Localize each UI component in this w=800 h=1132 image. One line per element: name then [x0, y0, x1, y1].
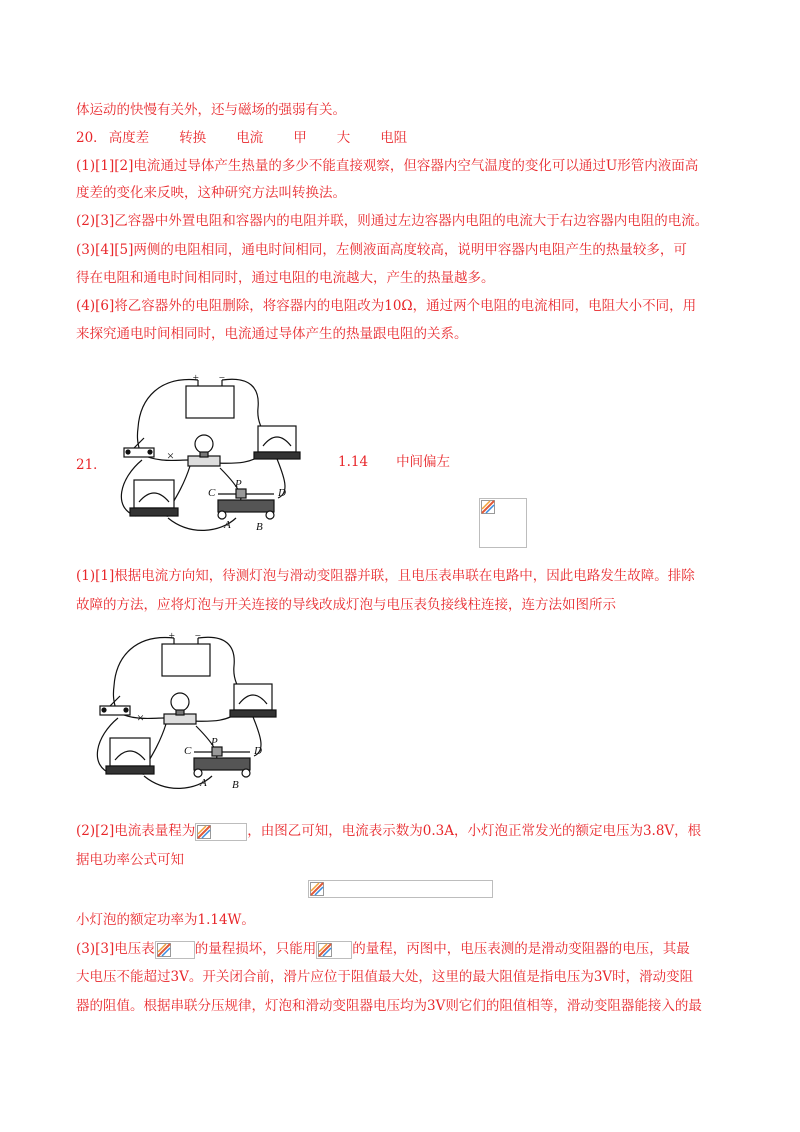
label-c: C — [184, 745, 192, 757]
broken-image-icon — [318, 943, 332, 957]
answer: 电阻 — [380, 130, 408, 146]
label-d: D — [254, 745, 262, 757]
minus-sign: − — [218, 372, 226, 384]
answer: 高度差 — [108, 130, 150, 146]
text-line: 体运动的快慢有关外，还与磁场的强弱有关。 — [76, 102, 346, 118]
question-number: 21． — [76, 457, 107, 473]
text-line: 来探究通电时间相同时，电流通过导体产生的热量跟电阻的关系。 — [76, 326, 468, 342]
broken-image-icon — [197, 825, 211, 839]
broken-image-icon — [310, 882, 324, 896]
text-segment: 的量程，丙图中，电压表测的是滑动变阻器的电压，其最 — [352, 941, 690, 957]
text-segment: (2)[2]电流表量程为 — [76, 823, 196, 839]
answer: 1.14 — [338, 454, 369, 470]
label-b: B — [256, 521, 263, 533]
label-c: C — [208, 487, 216, 499]
text-line: 故障的方法，应将灯泡与开关连接的导线改成灯泡与电压表负接线柱连接，连方法如图所示 — [76, 597, 616, 613]
q20-answer-line — [76, 129, 407, 147]
label-b: B — [232, 779, 239, 791]
answer: 转换 — [179, 130, 207, 146]
image-placeholder — [316, 941, 352, 959]
minus-sign: − — [194, 630, 202, 642]
label-a: A — [200, 777, 207, 789]
label-p: P — [235, 478, 242, 490]
text-line: (1)[1][2]电流通过导体产生热量的多少不能直接观察，但容器内空气温度的变化可以通过U形管内液面高 — [76, 158, 699, 174]
text-line: (1)[1]根据电流方向知，待测灯泡与滑动变阻器并联，且电压表串联在电路中，因此电路发生故障。排除 — [76, 568, 695, 584]
label-p: P — [211, 736, 218, 748]
question-number: 20． — [76, 130, 107, 146]
image-placeholder — [155, 941, 195, 959]
text-line: 器的阻值。根据串联分压规律，灯泡和滑动变阻器电压均为3V则它们的阻值相等，滑动变阻器能接入的最 — [76, 998, 702, 1014]
answer: 甲 — [293, 130, 307, 146]
text-line — [76, 940, 690, 959]
text-segment: ，由图乙可知，电流表示数为0.3A，小灯泡正常发光的额定电压为3.8V，根 — [247, 823, 702, 839]
text-line: 小灯泡的额定功率为1.14W。 — [76, 912, 255, 928]
image-placeholder — [479, 498, 527, 548]
plus-sign: + — [168, 630, 176, 642]
text-line: (4)[6]将乙容器外的电阻删除，将容器内的电阻改为10Ω，通过两个电阻的电流相同，电阻大小不同，用 — [76, 298, 697, 314]
label-d: D — [278, 487, 286, 499]
image-placeholder — [308, 880, 493, 898]
text-line: 得在电阻和通电时间相同时，通过电阻的电流越大，产生的热量越多。 — [76, 270, 495, 286]
circuit-diagram — [100, 368, 305, 538]
text-segment: (3)[3]电压表 — [76, 941, 155, 957]
answer: 大 — [336, 130, 351, 146]
broken-image-icon — [157, 943, 171, 957]
q21-answers — [338, 453, 450, 471]
label-a: A — [224, 519, 231, 531]
text-line — [76, 822, 701, 841]
cross-mark: × — [166, 448, 175, 463]
circuit-diagram — [76, 626, 281, 796]
answer: 电流 — [236, 130, 264, 146]
text-line: (2)[3]乙容器中外置电阻和容器内的电阻并联，则通过左边容器内电阻的电流大于右边容器内电阻的电流。 — [76, 213, 709, 229]
text-segment: 的量程损坏，只能用 — [194, 941, 317, 957]
image-placeholder — [195, 823, 247, 841]
cross-mark: × — [136, 710, 145, 725]
text-line: (3)[4][5]两侧的电阻相同，通电时间相同，左侧液面高度较高，说明甲容器内电阻产生的热量较多，可 — [76, 242, 687, 258]
text-line: 度差的变化来反映，这种研究方法叫转换法。 — [76, 185, 346, 201]
broken-image-icon — [481, 500, 495, 514]
text-line: 据电功率公式可知 — [76, 852, 184, 868]
text-line: 大电压不能超过3V。开关闭合前，滑片应位于阻值最大处，这里的最大阻值是指电压为3V时，滑动变阻 — [76, 969, 694, 985]
answer: 中间偏左 — [396, 454, 451, 470]
plus-sign: + — [192, 372, 200, 384]
